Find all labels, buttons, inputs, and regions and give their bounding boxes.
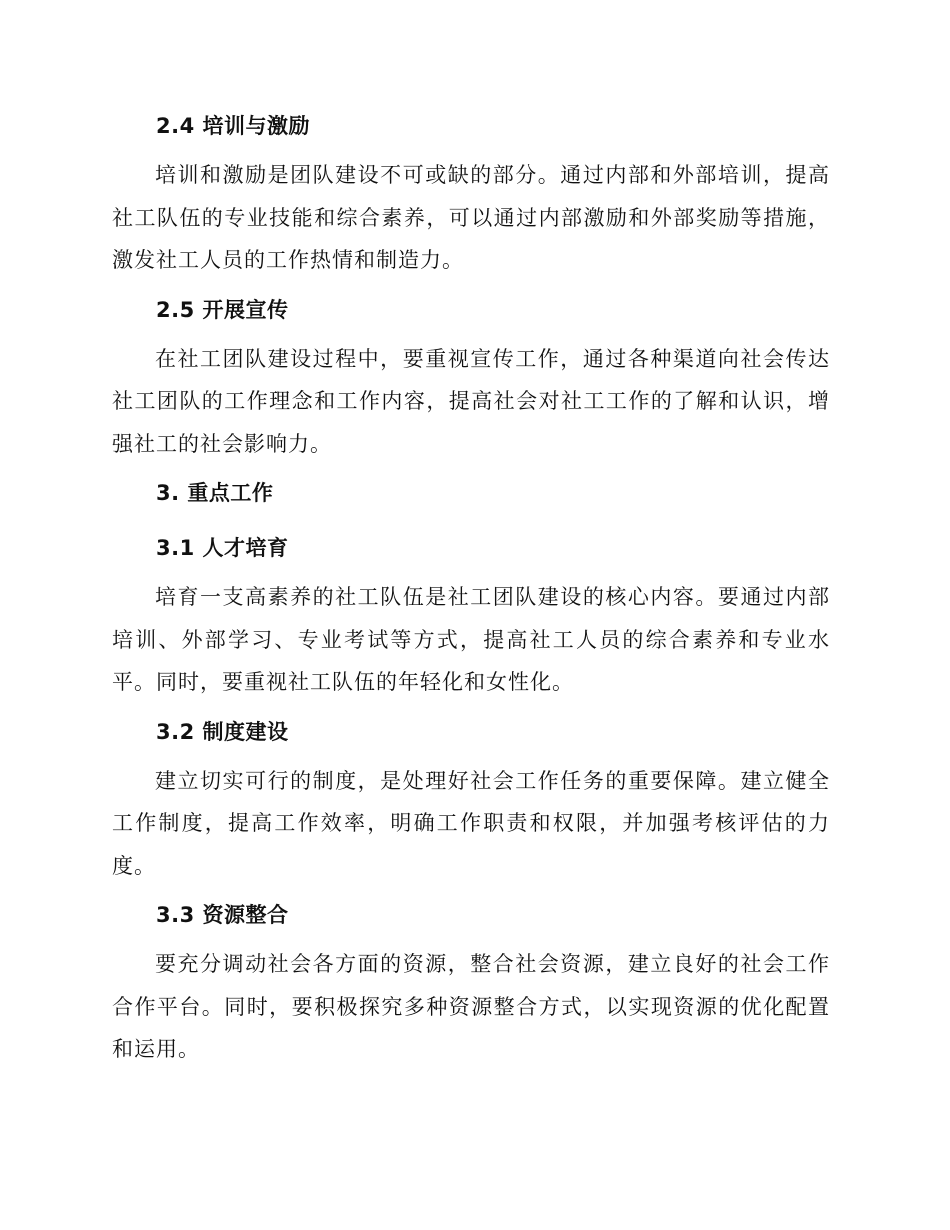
section-paragraph-3-2: 建立切实可行的制度，是处理好社会工作任务的重要保障。建立健全工作制度，提高工作效率，明确工作职责和权限，并加强考核评估的力度。: [112, 768, 830, 878]
document-body: [112, 108, 830, 1081]
section-heading-3-1: 3.1 人才培育: [156, 536, 289, 560]
section-heading-3: 3. 重点工作: [156, 481, 274, 505]
section-heading-3-3: 3.3 资源整合: [156, 903, 289, 927]
section-paragraph-3-1: 培育一支高素养的社工队伍是社工团队建设的核心内容。要通过内部培训、外部学习、专业考试等方式，提高社工人员的综合素养和专业水平。同时，要重视社工队伍的年轻化和女性化。: [112, 585, 830, 694]
section-paragraph-2-4: 培训和激励是团队建设不可或缺的部分。通过内部和外部培训，提高社工队伍的专业技能和综合素养，可以通过内部激励和外部奖励等措施，激发社工人员的工作热情和制造力。: [112, 163, 830, 272]
section-heading-2-5: 2.5 开展宣传: [156, 297, 289, 322]
section-heading-2-4: 2.4 培训与激励: [156, 114, 311, 138]
section-paragraph-3-3: 要充分调动社会各方面的资源，整合社会资源，建立良好的社会工作合作平台。同时，要积极探究多种资源整合方式，以实现资源的优化配置和运用。: [112, 952, 830, 1061]
section-heading-3-2: 3.2 制度建设: [156, 719, 289, 744]
section-paragraph-2-5: 在社工团队建设过程中，要重视宣传工作，通过各种渠道向社会传达社工团队的工作理念和工作内容，提高社会对社工工作的了解和认识，增强社工的社会影响力。: [112, 346, 830, 456]
